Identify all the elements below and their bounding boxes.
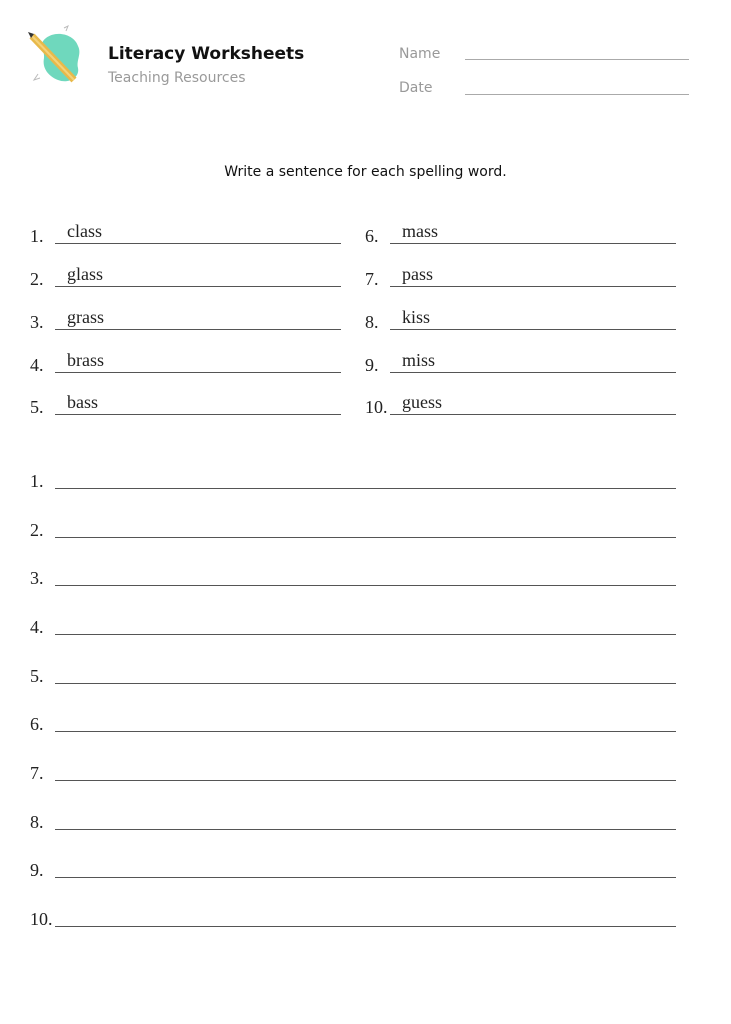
sentence-line[interactable]	[55, 683, 676, 684]
spelling-word: miss	[402, 350, 436, 370]
word-number: 4.	[30, 355, 44, 375]
word-line	[55, 286, 341, 287]
instruction: Write a sentence for each spelling word.	[224, 164, 507, 180]
sentence-number: 9.	[30, 860, 44, 880]
word-line	[390, 329, 676, 330]
sentence-number: 10.	[30, 909, 53, 929]
word-number: 6.	[365, 226, 379, 246]
word-line	[55, 372, 341, 373]
spelling-word: brass	[67, 350, 104, 370]
spelling-word: class	[67, 221, 102, 241]
word-line	[55, 243, 341, 244]
sentence-line[interactable]	[55, 877, 676, 878]
word-number: 8.	[365, 312, 379, 332]
pencil-logo-icon	[26, 24, 88, 88]
sentence-number: 2.	[30, 520, 44, 540]
word-line	[390, 243, 676, 244]
spelling-word: guess	[402, 392, 442, 412]
spelling-word: bass	[67, 392, 98, 412]
date-field[interactable]	[465, 94, 689, 95]
sentence-number: 5.	[30, 666, 44, 686]
name-field[interactable]	[465, 59, 689, 60]
sentence-line[interactable]	[55, 926, 676, 927]
spelling-word: mass	[402, 221, 438, 241]
word-line	[55, 414, 341, 415]
word-line	[390, 414, 676, 415]
brand-subtitle: Teaching Resources	[108, 70, 246, 86]
word-number: 10.	[365, 397, 388, 417]
sentence-number: 6.	[30, 714, 44, 734]
brand-title: Literacy Worksheets	[108, 44, 305, 64]
sentence-line[interactable]	[55, 634, 676, 635]
sentence-number: 7.	[30, 763, 44, 783]
word-number: 2.	[30, 269, 44, 289]
spelling-word: kiss	[402, 307, 431, 327]
word-number: 9.	[365, 355, 379, 375]
sentence-line[interactable]	[55, 780, 676, 781]
sentence-number: 8.	[30, 812, 44, 832]
word-number: 1.	[30, 226, 44, 246]
word-line	[390, 372, 676, 373]
sentence-line[interactable]	[55, 585, 676, 586]
date-label: Date	[399, 80, 433, 96]
name-label: Name	[399, 46, 441, 62]
word-number: 5.	[30, 397, 44, 417]
sentence-line[interactable]	[55, 731, 676, 732]
sentence-number: 1.	[30, 471, 44, 491]
spelling-word: grass	[67, 307, 104, 327]
sentence-line[interactable]	[55, 488, 676, 489]
word-number: 7.	[365, 269, 379, 289]
spelling-word: pass	[402, 264, 433, 284]
sentence-number: 4.	[30, 617, 44, 637]
sentence-number: 3.	[30, 568, 44, 588]
word-line	[55, 329, 341, 330]
sentence-line[interactable]	[55, 537, 676, 538]
word-line	[390, 286, 676, 287]
word-number: 3.	[30, 312, 44, 332]
spelling-word: glass	[67, 264, 103, 284]
sentence-line[interactable]	[55, 829, 676, 830]
